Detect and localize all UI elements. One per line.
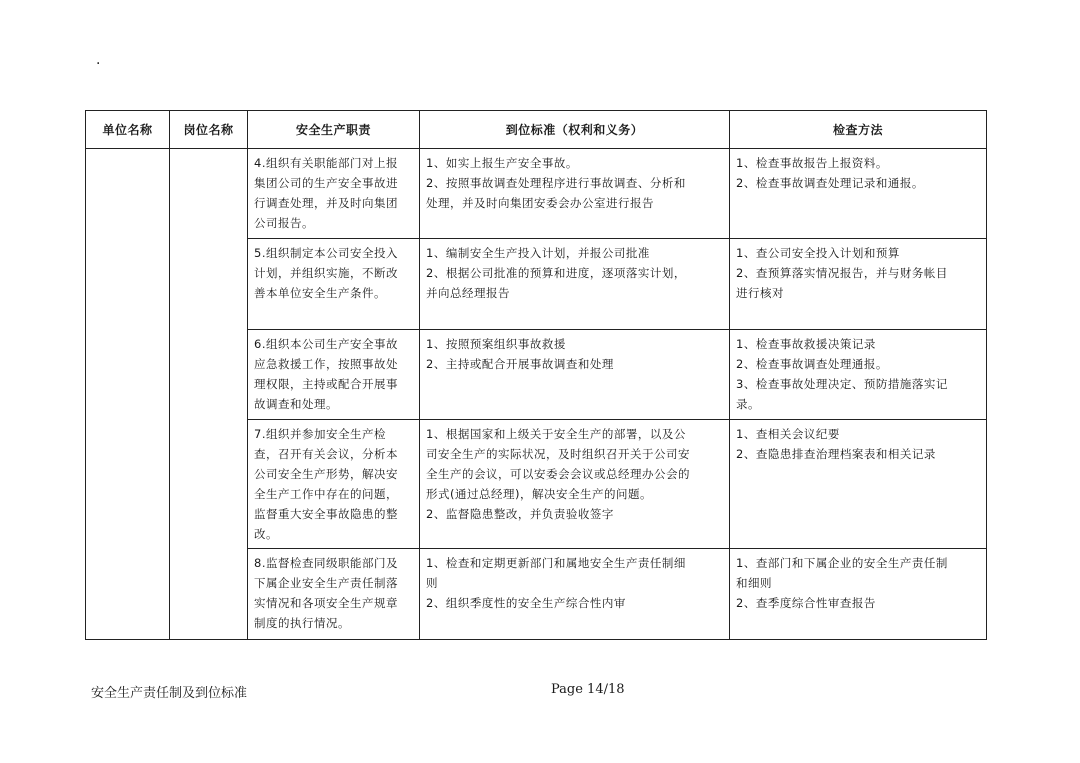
duty-line: 行调查处理，并及时向集团 bbox=[254, 196, 398, 210]
duty-line: 7.组织并参加安全生产检 bbox=[254, 427, 386, 441]
duty-line: 5.组织制定本公司安全投入 bbox=[254, 246, 398, 260]
standard-line: 2、组织季度性的安全生产综合性内审 bbox=[426, 596, 626, 610]
check-line: 进行核对 bbox=[736, 286, 784, 300]
duty-line: 监督重大安全事故隐患的整 bbox=[254, 507, 398, 521]
standard-line: 1、编制安全生产投入计划，并报公司批准 bbox=[426, 246, 650, 260]
standard-cell bbox=[420, 549, 730, 640]
duty-line: 制度的执行情况。 bbox=[254, 616, 350, 630]
duty-line: 集团公司的生产安全事故进 bbox=[254, 176, 398, 190]
header-unit-name: 单位名称 bbox=[86, 111, 170, 149]
duty-line: 下属企业安全生产责任制落 bbox=[254, 576, 398, 590]
duty-cell bbox=[248, 149, 420, 239]
standard-line: 司安全生产的实际状况，及时组织召开关于公司安 bbox=[426, 447, 690, 461]
duty-cell bbox=[248, 420, 420, 549]
standard-line: 形式(通过总经理)，解决安全生产的问题。 bbox=[426, 487, 652, 501]
check-line: 和细则 bbox=[736, 576, 772, 590]
duty-cell bbox=[248, 330, 420, 420]
check-line: 1、查公司安全投入计划和预算 bbox=[736, 246, 900, 260]
duty-line: 查，召开有关会议，分析本 bbox=[254, 447, 398, 461]
standard-cell bbox=[420, 420, 730, 549]
table-row bbox=[86, 149, 987, 239]
standard-line: 1、如实上报生产安全事故。 bbox=[426, 156, 578, 170]
check-cell bbox=[730, 149, 987, 239]
duty-line: 实情况和各项安全生产规章 bbox=[254, 596, 398, 610]
duty-line: 4.组织有关职能部门对上报 bbox=[254, 156, 398, 170]
standard-cell bbox=[420, 149, 730, 239]
unit-cell bbox=[86, 149, 170, 640]
check-line: 3、检查事故处理决定、预防措施落实记 bbox=[736, 377, 948, 391]
responsibility-table bbox=[85, 110, 987, 640]
duty-line: 全生产工作中存在的问题， bbox=[254, 487, 398, 501]
header-check-method: 检查方法 bbox=[730, 111, 987, 149]
duty-cell bbox=[248, 239, 420, 330]
standard-line: 1、按照预案组织事故救援 bbox=[426, 337, 566, 351]
table-header-row bbox=[86, 111, 987, 149]
standard-line: 2、根据公司批准的预算和进度，逐项落实计划， bbox=[426, 266, 686, 280]
check-line: 2、检查事故调查处理通报。 bbox=[736, 357, 888, 371]
standard-line: 则 bbox=[426, 576, 438, 590]
check-line: 2、检查事故调查处理记录和通报。 bbox=[736, 176, 924, 190]
page-number: Page 14/18 bbox=[551, 682, 625, 697]
standard-line: 1、根据国家和上级关于安全生产的部署，以及公 bbox=[426, 427, 686, 441]
header-standard: 到位标准（权利和义务） bbox=[420, 111, 730, 149]
footer-title: 安全生产责任制及到位标准 bbox=[91, 686, 248, 701]
duty-line: 公司报告。 bbox=[254, 216, 314, 230]
standard-cell bbox=[420, 239, 730, 330]
check-line: 录。 bbox=[736, 397, 760, 411]
check-line: 1、检查事故报告上报资料。 bbox=[736, 156, 888, 170]
duty-line: 善本单位安全生产条件。 bbox=[254, 286, 386, 300]
check-cell bbox=[730, 330, 987, 420]
standard-line: 1、检查和定期更新部门和属地安全生产责任制细 bbox=[426, 556, 686, 570]
duty-line: 故调查和处理。 bbox=[254, 397, 338, 411]
duty-line: 计划，并组织实施，不断改 bbox=[254, 266, 398, 280]
stray-dot: . bbox=[96, 52, 101, 68]
duty-line: 公司安全生产形势，解决安 bbox=[254, 467, 398, 481]
post-cell bbox=[170, 149, 248, 640]
check-line: 2、查预算落实情况报告，并与财务帐目 bbox=[736, 266, 948, 280]
standard-line: 2、监督隐患整改，并负责验收签字 bbox=[426, 507, 614, 521]
duty-line: 应急救援工作，按照事故处 bbox=[254, 357, 398, 371]
check-cell bbox=[730, 549, 987, 640]
check-cell bbox=[730, 420, 987, 549]
duty-line: 理权限，主持或配合开展事 bbox=[254, 377, 398, 391]
standard-line: 2、按照事故调查处理程序进行事故调查、分析和 bbox=[426, 176, 686, 190]
check-line: 2、查隐患排查治理档案表和相关记录 bbox=[736, 447, 936, 461]
standard-cell bbox=[420, 330, 730, 420]
header-safety-duty: 安全生产职责 bbox=[248, 111, 420, 149]
check-line: 1、检查事故救援决策记录 bbox=[736, 337, 876, 351]
standard-line: 并向总经理报告 bbox=[426, 286, 510, 300]
standard-line: 2、主持或配合开展事故调查和处理 bbox=[426, 357, 614, 371]
standard-line: 处理，并及时向集团安委会办公室进行报告 bbox=[426, 196, 654, 210]
check-cell bbox=[730, 239, 987, 330]
duty-line: 改。 bbox=[254, 527, 278, 541]
check-line: 1、查部门和下属企业的安全生产责任制 bbox=[736, 556, 948, 570]
standard-line: 全生产的会议，可以安委会会议或总经理办公会的 bbox=[426, 467, 690, 481]
header-post-name: 岗位名称 bbox=[170, 111, 248, 149]
duty-cell bbox=[248, 549, 420, 640]
duty-line: 6.组织本公司生产安全事故 bbox=[254, 337, 398, 351]
check-line: 1、查相关会议纪要 bbox=[736, 427, 840, 441]
check-line: 2、查季度综合性审查报告 bbox=[736, 596, 876, 610]
duty-line: 8.监督检查同级职能部门及 bbox=[254, 556, 398, 570]
